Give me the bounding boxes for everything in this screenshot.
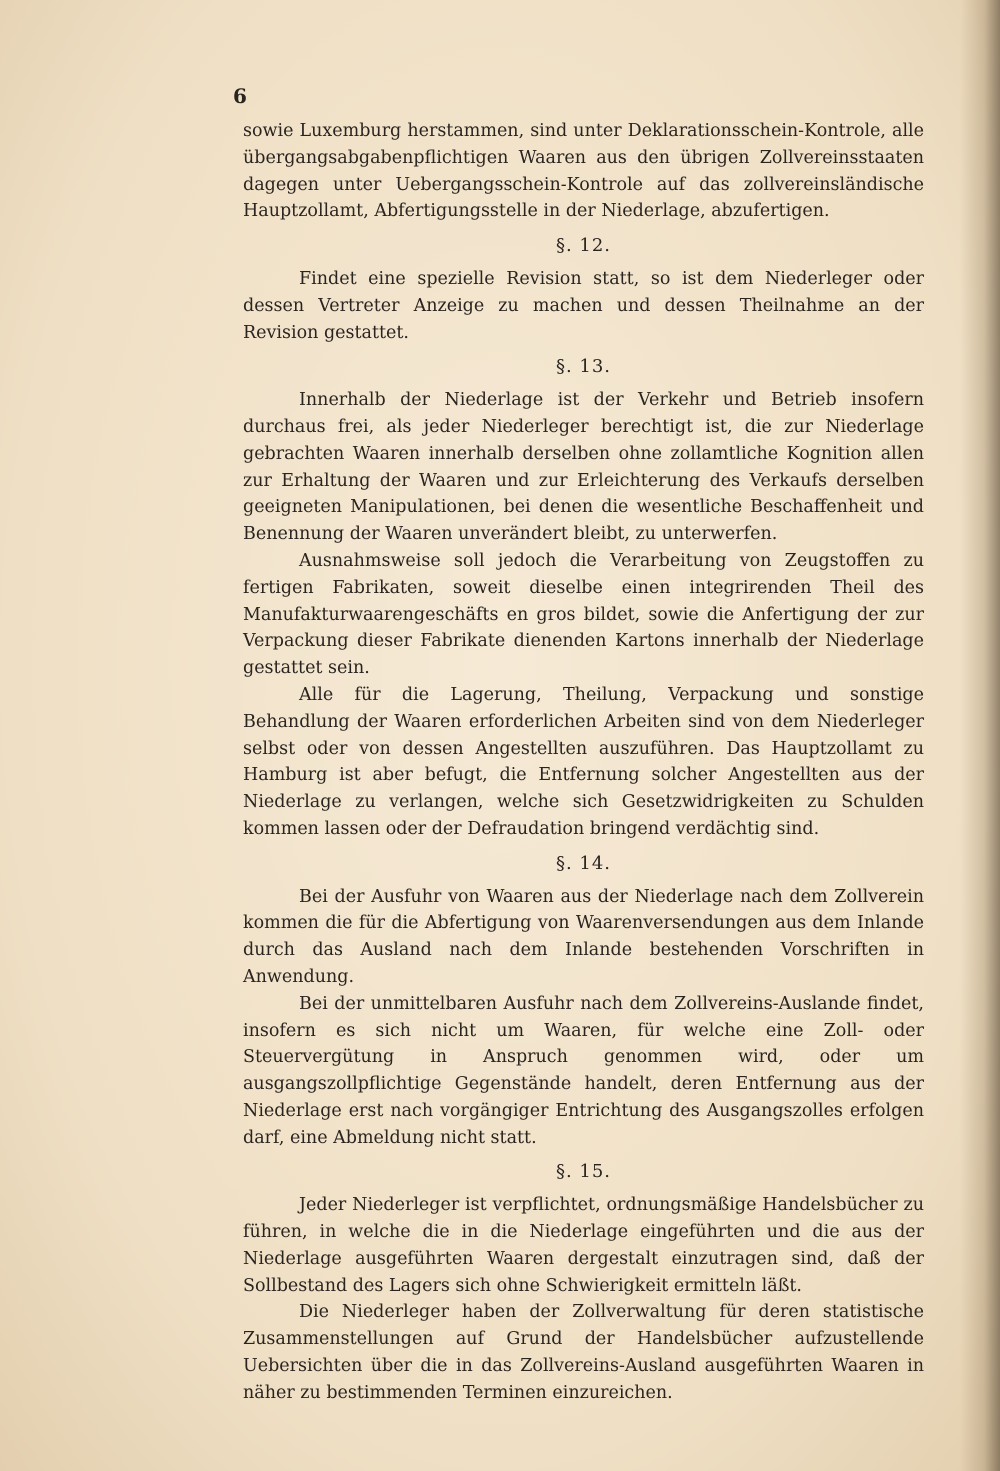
paragraph-section-13-b: Ausnahmsweise soll jedoch die Verarbeitung von Zeugstoffen zu fertigen Fabrikaten, soweit dieselbe einen integrirenden Theil des Manufakturwaarengeschäfts en gros bildet, sowie die Anfertigung der zur Verpackung dieser Fabrikate dienenden Kartons innerhalb der Niederlage gestattet sein. <box>243 550 924 679</box>
paragraph-section-12: Findet eine spezielle Revision statt, so ist dem Niederleger oder dessen Vertreter Anzeige zu machen und dessen Theilnahme an der Revision gestattet. <box>243 268 924 343</box>
section-heading-15: §. 15. <box>555 1161 612 1183</box>
section-heading-12: §. 12. <box>555 235 612 257</box>
paragraph-section-13-a: Innerhalb der Niederlage ist der Verkehr und Betrieb insofern durchaus frei, als jeder Niederleger berechtigt ist, die zur Niederlage gebrachten Waaren innerhalb derselben ohne zollamtliche Kognition allen zur Erhaltung der Waaren und zur Erleichterung des Verkaufs derselben geeigneten Manipulationen, bei denen die wesentliche Beschaffenheit und Benennung der Waaren unverändert bleibt, zu unterwerfen. <box>243 390 924 545</box>
paragraph-continuation: sowie Luxemburg herstammen, sind unter Deklarationsschein-Kontrole, alle übergangsabgabenpflichtigen Waaren aus den übrigen Zollvereinsstaaten dagegen unter Uebergangsschein-Kontrole auf das zollvereinsländische Hauptzollamt, Abfertigungsstelle in der Niederlage, abzufertigen. <box>243 121 924 222</box>
section-heading-14: §. 14. <box>555 852 612 874</box>
paragraph-section-15-b: Die Niederleger haben der Zollverwaltung für deren statistische Zusammenstellungen auf Grund der Handelsbücher aufzustellende Uebersichten über die in das Zollvereins-Ausland ausgeführten Waaren in näher zu bestimmenden Terminen einzureichen. <box>243 1302 924 1403</box>
page-edge-shadow <box>960 0 1000 1471</box>
section-heading-13: §. 13. <box>555 356 612 378</box>
paragraph-section-14-a: Bei der Ausfuhr von Waaren aus der Niederlage nach dem Zollverein kommen die für die Abfertigung von Waarenversendungen aus dem Inlande durch das Ausland nach dem Inlande bestehenden Vorschriften in Anwendung. <box>243 886 924 987</box>
paragraph-section-14-b: Bei der unmittelbaren Ausfuhr nach dem Zollvereins-Auslande findet, insofern es sich nicht um Waaren, für welche eine Zoll- oder Steuervergütung in Anspruch genommen wird, oder um ausgangszollpflichtige Gegenstände handelt, deren Entfernung aus der Niederlage erst nach vorgängiger Entrichtung des Ausgangszolles erfolgen darf, eine Abmeldung nicht statt. <box>243 993 924 1148</box>
page-number: 6 <box>233 84 247 108</box>
text-block <box>243 118 924 1407</box>
paragraph-section-15-a: Jeder Niederleger ist verpflichtet, ordnungsmäßige Handelsbücher zu führen, in welche die in die Niederlage eingeführten und die aus der Niederlage ausgeführten Waaren dergestalt einzutragen sind, daß der Sollbestand des Lagers sich ohne Schwierigkeit ermitteln läßt. <box>243 1195 924 1296</box>
paragraph-section-13-c: Alle für die Lagerung, Theilung, Verpackung und sonstige Behandlung der Waaren erforderlichen Arbeiten sind von dem Niederleger selbst oder von dessen Angestellten auszuführen. Das Hauptzollamt zu Hamburg ist aber befugt, die Entfernung solcher Angestellten aus der Niederlage zu verlangen, welche sich Gesetzwidrigkeiten zu Schulden kommen lassen oder der Defraudation bringend verdächtig sind. <box>243 684 924 839</box>
